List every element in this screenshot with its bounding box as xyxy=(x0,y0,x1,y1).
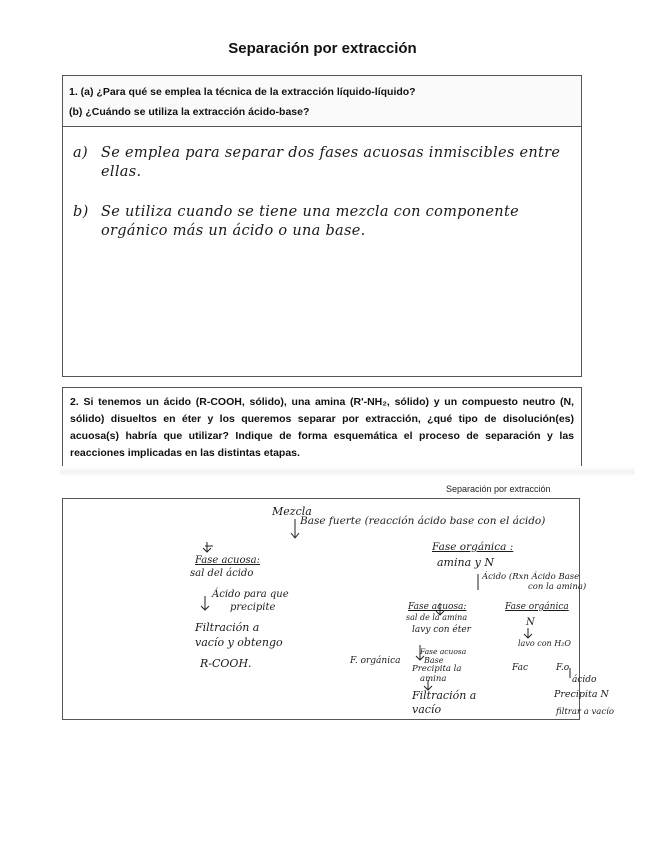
diagram-filtracion-2a: Filtración a xyxy=(412,689,477,702)
diagram-filtracion-1a: Filtración a xyxy=(195,621,260,634)
diagram-precipita-2: amina xyxy=(420,674,447,684)
diagram-n: N xyxy=(526,617,535,628)
diagram-precipita-n: Precipita N xyxy=(554,689,609,700)
diagram-fase-acuosa-1: Fase acuosa: xyxy=(195,555,260,566)
arrow-lavo xyxy=(524,628,532,638)
diagram-fase-organica-2: Fase orgánica xyxy=(505,602,569,612)
question-1a-text: 1. (a) ¿Para qué se emplea la técnica de la extracción líquido-líquido? xyxy=(69,86,416,98)
diagram-amina-y-n: amina y N xyxy=(437,556,494,569)
diagram-mezcla: Mezcla xyxy=(272,505,312,518)
diagram-acido-add: ácido xyxy=(572,675,597,685)
arrow-acido xyxy=(201,596,209,610)
diagram-acido-step: Ácido (Rxn Ácido Base xyxy=(482,572,580,582)
diagram-precipita-1: Precipita la xyxy=(412,664,462,674)
diagram-header: Separación por extracción xyxy=(446,484,551,494)
diagram-sal-amina-2: lavy con éter xyxy=(412,625,471,635)
diagram-lavo: lavo con H₂O xyxy=(518,639,571,648)
arrow-left-branch xyxy=(203,542,213,552)
diagram-fo: F.o xyxy=(556,663,570,673)
diagram-fase-acuosa-3: Fase acuosa xyxy=(420,647,467,656)
diagram-fac: Fac xyxy=(512,663,529,673)
diagram-fase-organica-1: Fase orgánica : xyxy=(432,541,514,553)
diagram-f-organica: F. orgánica xyxy=(350,656,401,666)
diagram-filtracion-2b: vacío xyxy=(412,703,442,716)
question-2-text: 2. Si tenemos un ácido (R-COOH, sólido), una amina (R'-NH₂, sólido) y un compuesto neutro (N, sólido) disueltos en éter y los queremos separar por extracción, ¿qué tipo de disolución(es) acuosa(s) habría que utilizar? Indique de forma esquemática el proceso de separación y las reacciones implicadas en las distintas etapas. xyxy=(70,396,574,459)
diagram-filtracion-1b: vacío y obtengo xyxy=(195,636,283,649)
diagram-precipite: precipite xyxy=(230,602,276,613)
diagram-acido-para: Ácido para que xyxy=(212,589,289,600)
answer-b-text: Se utiliza cuando se tiene una mezcla con componente orgánico más un ácido o una base. xyxy=(101,204,519,239)
diagram-base: Base xyxy=(424,656,444,665)
answer-a-text: Se emplea para separar dos fases acuosas inmiscibles entre ellas. xyxy=(101,145,561,180)
answer-b-label: b) xyxy=(73,204,89,220)
diagram-sal-amina-1: sal de la amina xyxy=(406,613,468,622)
diagram-sal-acido: sal del ácido xyxy=(190,568,254,579)
diagram-step1: Base fuerte (reacción ácido base con el ácido) xyxy=(300,515,546,527)
answer-a-label: a) xyxy=(73,145,88,161)
question-1b-text: (b) ¿Cuándo se utiliza la extracción ácido-base? xyxy=(69,106,310,118)
diagram-filtrar: filtrar a vacío xyxy=(556,707,614,717)
diagram-rcooh: R-COOH. xyxy=(200,657,252,670)
page-title: Separación por extracción xyxy=(228,40,417,57)
diagram-fase-acuosa-2: Fase acuosa: xyxy=(408,602,467,612)
diagram-acido-step2: con la amina) xyxy=(528,582,587,592)
